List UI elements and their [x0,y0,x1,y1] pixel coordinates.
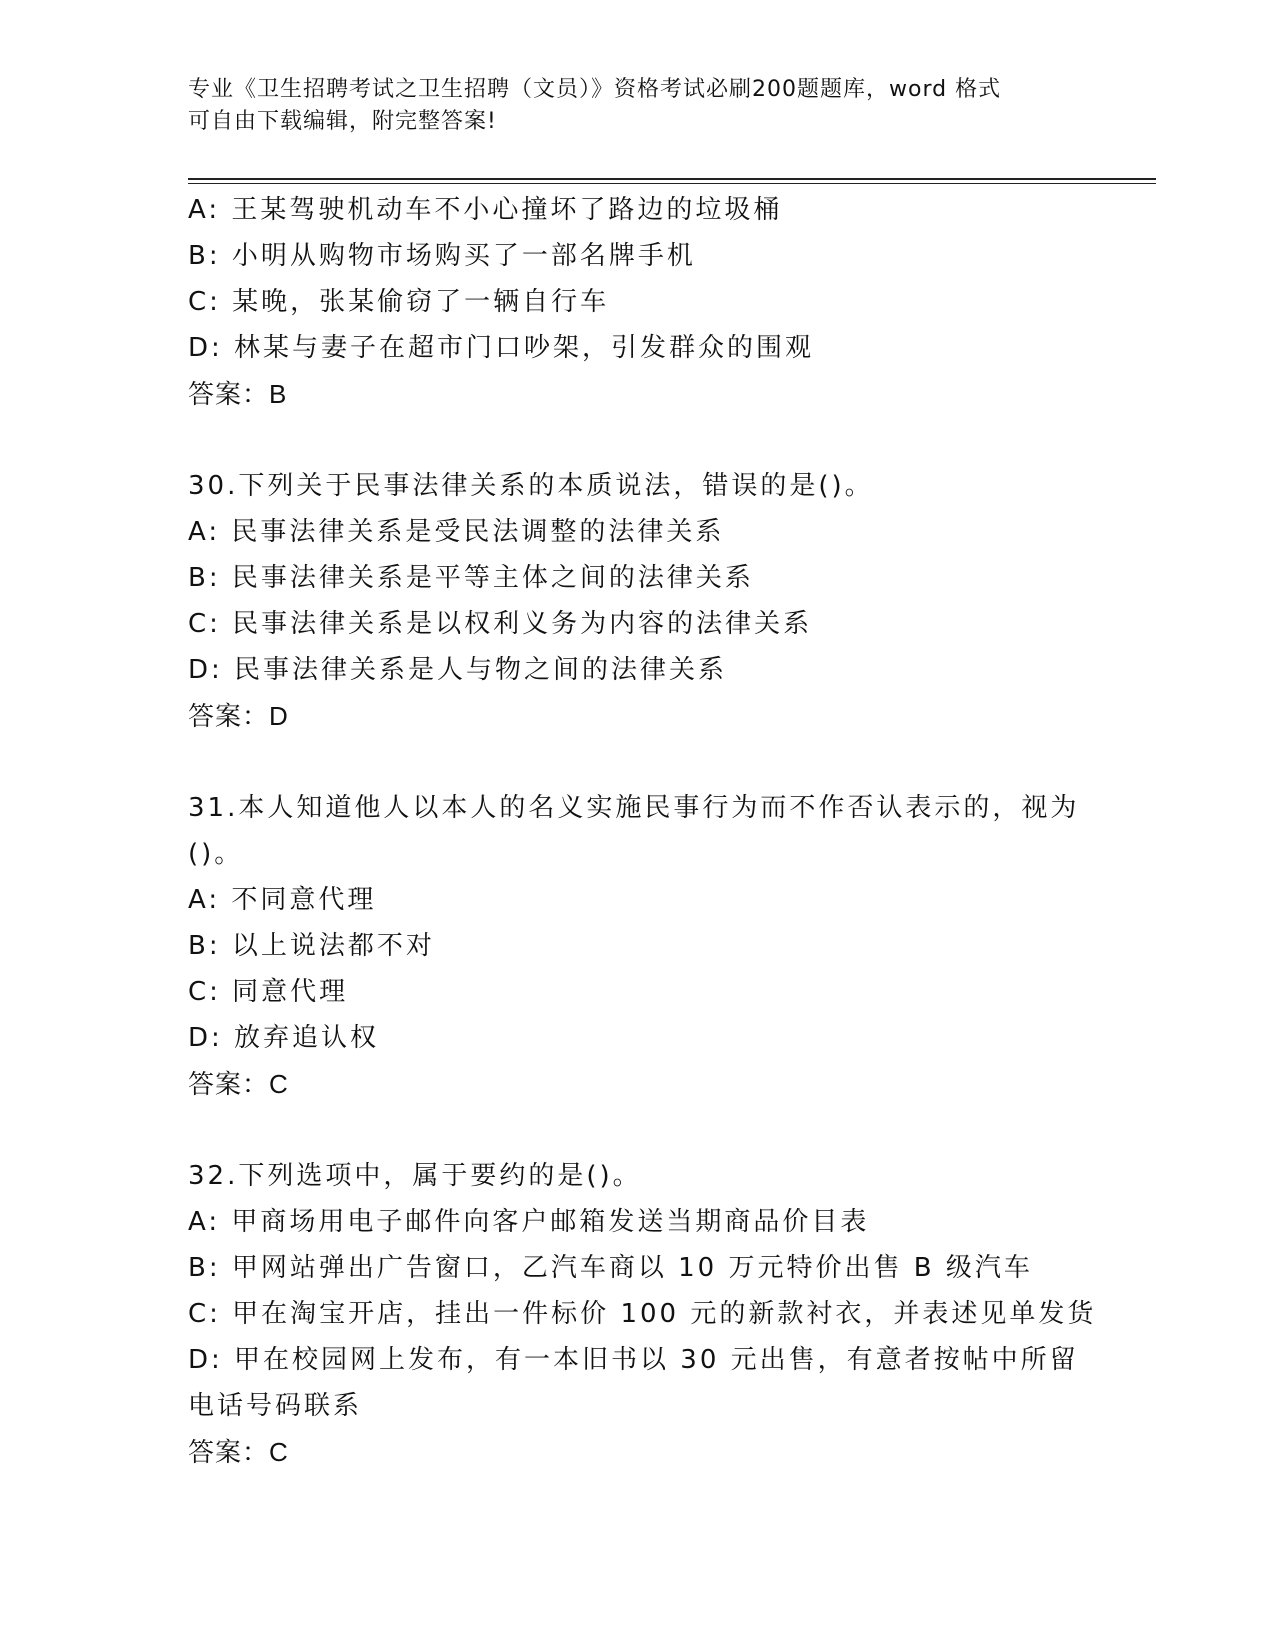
question-stem: 31.本人知道他人以本人的名义实施民事行为而不作否认表示的，视为 [188,793,1080,823]
answer-text: 答案：D [188,701,289,731]
option-c: C: 某晚，张某偷窃了一辆自行车 [188,287,610,317]
question-block-31 [188,785,1088,1107]
question-stem-continued: ()。 [188,839,244,869]
option-c: C: 同意代理 [188,977,349,1007]
question-list [188,187,1097,1475]
option-a: A: 不同意代理 [188,885,377,915]
spacer [188,1107,1088,1153]
answer-text: 答案：C [188,1437,289,1467]
document-header [188,74,1068,138]
question-block-29 [188,187,1088,417]
answer-text: 答案：C [188,1069,289,1099]
spacer [188,739,1088,785]
header-title-line-2: 可自由下载编辑，附完整答案! [188,109,497,134]
option-d-continued: 电话号码联系 [188,1391,363,1421]
option-d: D: 放弃追认权 [188,1023,380,1053]
option-d: D: 甲在校园网上发布，有一本旧书以 30 元出售，有意者按帖中所留 [188,1345,1079,1375]
option-b: B: 甲网站弹出广告窗口，乙汽车商以 10 万元特价出售 B 级汽车 [188,1253,1033,1283]
header-divider [188,178,1156,184]
question-stem: 32.下列选项中，属于要约的是()。 [188,1161,642,1191]
spacer [188,417,1088,463]
header-title-line-1: 专业《卫生招聘考试之卫生招聘（文员）》资格考试必刷200题题库，word 格式 [188,77,1002,102]
option-b: B: 民事法律关系是平等主体之间的法律关系 [188,563,754,593]
question-block-32 [188,1153,1097,1475]
option-a: A: 王某驾驶机动车不小心撞坏了路边的垃圾桶 [188,195,783,225]
option-b: B: 小明从购物市场购买了一部名牌手机 [188,241,696,271]
question-block-30 [188,463,1088,739]
answer-text: 答案：B [188,379,288,409]
option-d: D: 民事法律关系是人与物之间的法律关系 [188,655,728,685]
option-a: A: 民事法律关系是受民法调整的法律关系 [188,517,725,547]
option-c: C: 民事法律关系是以权利义务为内容的法律关系 [188,609,813,639]
question-stem: 30.下列关于民事法律关系的本质说法，错误的是()。 [188,471,874,501]
option-a: A: 甲商场用电子邮件向客户邮箱发送当期商品价目表 [188,1207,870,1237]
option-b: B: 以上说法都不对 [188,931,435,961]
option-c: C: 甲在淘宝开店，挂出一件标价 100 元的新款衬衣，并表述见单发货 [188,1299,1097,1329]
option-d: D: 林某与妻子在超市门口吵架，引发群众的围观 [188,333,815,363]
